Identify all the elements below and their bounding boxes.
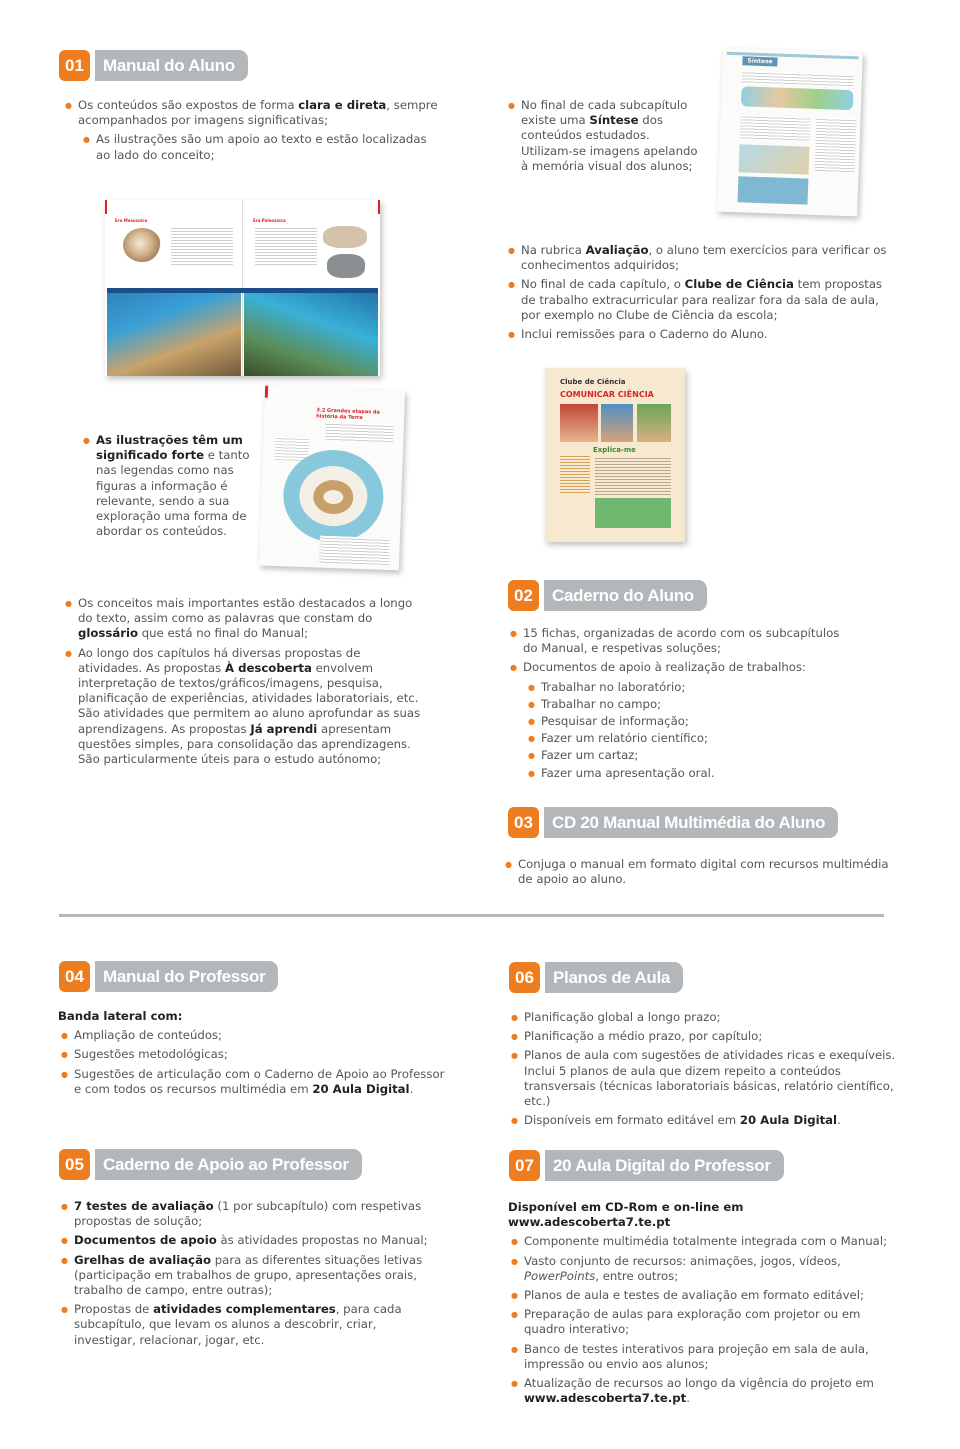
section-number: 03 bbox=[508, 807, 539, 838]
list-item: ● Grelhas de avaliação para as diferentes situações letivas (participação em trabalhos de grupo, apresentações orais, trabalho de campo, entre outras); bbox=[58, 1253, 428, 1299]
list-item: ● Ampliação de conteúdos; bbox=[58, 1028, 448, 1043]
section-title: Manual do Aluno bbox=[95, 50, 248, 81]
list-item: ● Sugestões metodológicas; bbox=[58, 1047, 448, 1062]
list-item: ● Ao longo dos capítulos há diversas propostas de atividades. As propostas À descoberta envolvem interpretação de textos/gráficos/imagens, pesquisa, planificação de experiências, atividades laboratoriais, etc. São atividades que permitem ao aluno aprofundar as suas aprendizagens. As propostas Já aprendi apresentam questões simples, para consolidação das aprendizagens. São particularmente úteis para o estudo autónomo; bbox=[62, 646, 422, 768]
section-04-header bbox=[59, 961, 278, 992]
list-item: ● Fazer um cartaz; bbox=[507, 748, 847, 763]
club-title: COMUNICAR CIÊNCIA bbox=[560, 390, 654, 399]
list-item: ● Fazer uma apresentação oral. bbox=[507, 766, 847, 781]
list-item: ● As ilustrações têm um significado forte e tanto nas legendas como nas figuras a informação é relevante, sendo a sua exploração uma forma de abordar os conteúdos. bbox=[80, 433, 255, 539]
list-item: ● Planos de aula e testes de avaliação em formato editável; bbox=[508, 1288, 903, 1303]
section-07-header bbox=[509, 1150, 784, 1181]
s01-concepts bbox=[62, 596, 422, 771]
list-item: ● Os conceitos mais importantes estão destacados a longo do texto, assim como as palavras que constam do glossário que está no final do Manual; bbox=[62, 596, 422, 642]
list-item: ● Disponíveis em formato editável em 20 Aula Digital. bbox=[508, 1113, 903, 1128]
list-item: ● Inclui remissões para o Caderno do Aluno. bbox=[505, 327, 890, 342]
section-title: Caderno do Aluno bbox=[544, 580, 707, 611]
club-subtitle: Explica-me bbox=[593, 446, 636, 454]
section-number: 05 bbox=[59, 1149, 90, 1180]
shell-illustration bbox=[323, 226, 367, 248]
list-item: ● Trabalhar no campo; bbox=[507, 697, 847, 712]
synthesis-label: Síntese bbox=[742, 56, 778, 66]
section-number: 06 bbox=[509, 962, 540, 993]
list-item: ● Conjuga o manual em formato digital com recursos multimédia de apoio ao aluno. bbox=[502, 857, 902, 887]
s01-illustrations-note bbox=[80, 433, 255, 543]
list-item: ● Documentos de apoio à realização de trabalhos: bbox=[507, 660, 847, 675]
club-label: Clube de Ciência bbox=[560, 378, 626, 386]
list-item: ● 15 fichas, organizadas de acordo com os subcapítulos do Manual, e respetivas soluções; bbox=[507, 626, 847, 656]
list-item: ● Planos de aula com sugestões de atividades ricas e exequíveis. Inclui 5 planos de aula que dizem repeito a conteúdos transversais (técnicas laboratoriais básicas, relatório científico, etc.) bbox=[508, 1048, 903, 1109]
s01-evaluation bbox=[505, 243, 890, 346]
section-title: CD 20 Manual Multimédia do Aluno bbox=[544, 807, 838, 838]
list-item: ● Componente multimédia totalmente integrada com o Manual; bbox=[508, 1234, 903, 1249]
section-title: Manual do Professor bbox=[95, 961, 278, 992]
chapter-page-image bbox=[259, 386, 405, 571]
section-number: 02 bbox=[508, 580, 539, 611]
s05-list bbox=[58, 1199, 428, 1352]
science-club-page-image bbox=[545, 368, 685, 542]
s06-list bbox=[508, 1010, 903, 1132]
list-item: ● Planificação a médio prazo, por capítulo; bbox=[508, 1029, 903, 1044]
s07-lead: Disponível em CD-Rom e on-line em www.adescoberta7.te.pt bbox=[508, 1200, 744, 1230]
list-item: ● Planificação global a longo prazo; bbox=[508, 1010, 903, 1025]
book-spread-image bbox=[105, 200, 380, 376]
fossil-illustration bbox=[327, 254, 365, 278]
list-item: ● 7 testes de avaliação (1 por subcapítulo) com respetivas propostas de solução; bbox=[58, 1199, 428, 1229]
section-05-header bbox=[59, 1149, 362, 1180]
section-divider bbox=[59, 914, 884, 917]
list-item: ● Os conteúdos são expostos de forma clara e direta, sempre acompanhados por imagens significativas; bbox=[62, 98, 442, 128]
list-item: ● Fazer um relatório científico; bbox=[507, 731, 847, 746]
spread-right-title: Era Paleozoica bbox=[253, 218, 286, 223]
section-number: 07 bbox=[509, 1150, 540, 1181]
s01-intro bbox=[62, 98, 442, 165]
list-item: ● Na rubrica Avaliação, o aluno tem exercícios para verificar os conhecimentos adquiridos; bbox=[505, 243, 890, 273]
s07-list bbox=[508, 1200, 903, 1410]
ammonite-illustration bbox=[123, 228, 161, 262]
list-item: ● Pesquisar de informação; bbox=[507, 714, 847, 729]
s02-list bbox=[507, 626, 847, 783]
section-number: 01 bbox=[59, 50, 90, 81]
list-item: ● Vasto conjunto de recursos: animações, jogos, vídeos, PowerPoints, entre outros; bbox=[508, 1254, 903, 1284]
s04-lead: Banda lateral com: bbox=[58, 1009, 183, 1023]
section-title: 20 Aula Digital do Professor bbox=[545, 1150, 784, 1181]
s01-synthesis-note bbox=[505, 98, 705, 178]
section-02-header bbox=[508, 580, 707, 611]
page-chapter-title: 3.2 Grandes etapas da história da Terra bbox=[316, 407, 380, 422]
section-03-header bbox=[508, 807, 838, 838]
list-item: ● No final de cada capítulo, o Clube de Ciência tem propostas de trabalho extracurricular para realizar fora da sala de aula, por exemplo no Clube de Ciência da escola; bbox=[505, 277, 890, 323]
section-number: 04 bbox=[59, 961, 90, 992]
section-06-header bbox=[509, 962, 683, 993]
list-item: ● Sugestões de articulação com o Caderno de Apoio ao Professor e com todos os recursos multimédia em 20 Aula Digital. bbox=[58, 1067, 448, 1097]
list-item: ● Propostas de atividades complementares, para cada subcapítulo, que levam os alunos a descobrir, criar, investigar, relacionar, jogar, etc. bbox=[58, 1302, 428, 1348]
s03-list bbox=[502, 857, 902, 891]
section-01-header bbox=[59, 50, 248, 81]
section-title: Caderno de Apoio ao Professor bbox=[95, 1149, 362, 1180]
list-item: ● Preparação de aulas para exploração com projetor ou em quadro interativo; bbox=[508, 1307, 903, 1337]
list-item: ● As ilustrações são um apoio ao texto e estão localizadas ao lado do conceito; bbox=[62, 132, 442, 162]
synthesis-page-image bbox=[717, 48, 863, 217]
list-item: ● Banco de testes interativos para projeção em sala de aula, impressão ou envio aos alunos; bbox=[508, 1342, 903, 1372]
mesozoic-scene bbox=[107, 288, 241, 376]
list-item: ● Documentos de apoio às atividades propostas no Manual; bbox=[58, 1233, 428, 1248]
list-item: ● Atualização de recursos ao longo da vigência do projeto em www.adescoberta7.te.pt. bbox=[508, 1376, 903, 1406]
paleozoic-scene bbox=[244, 288, 378, 376]
list-item: ● Trabalhar no laboratório; bbox=[507, 680, 847, 695]
list-item: ● No final de cada subcapítulo existe uma Síntese dos conteúdos estudados. Utilizam-se imagens apelando à memória visual dos alunos; bbox=[505, 98, 705, 174]
s04-list bbox=[58, 1009, 448, 1101]
section-title: Planos de Aula bbox=[545, 962, 683, 993]
spread-left-title: Era Mesozoica bbox=[115, 218, 148, 223]
